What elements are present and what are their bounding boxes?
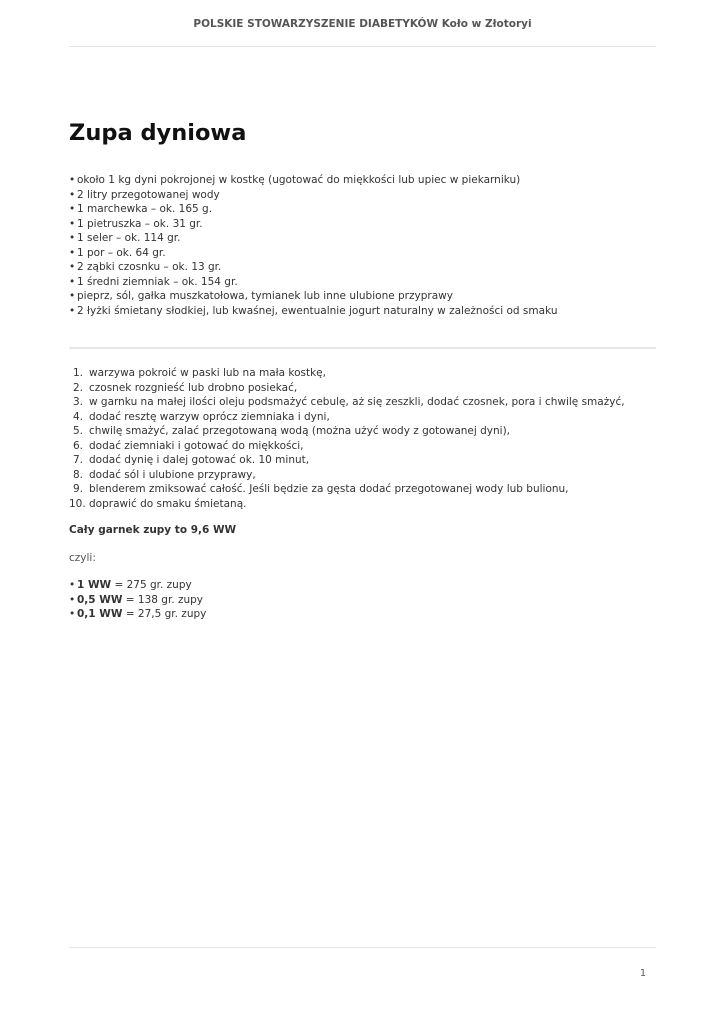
bullet-icon: • xyxy=(69,246,76,259)
bullet-icon: • xyxy=(69,203,76,215)
ingredient-text: 1 por – ok. 64 gr. xyxy=(77,246,166,259)
step-number: 10. xyxy=(69,497,86,510)
ww-item xyxy=(69,578,206,593)
step-item xyxy=(69,366,625,381)
step-text: dodać ziemniaki i gotować do miękkości, xyxy=(89,439,304,452)
step-item xyxy=(69,468,625,483)
step-text: dodać dynię i dalej gotować ok. 10 minut, xyxy=(89,454,310,466)
ingredient-item xyxy=(69,275,557,290)
bullet-icon: • xyxy=(69,579,76,591)
bullet-icon: • xyxy=(69,232,76,244)
ingredients-list xyxy=(69,173,557,318)
step-number: 6. xyxy=(72,439,83,452)
ingredient-item xyxy=(69,231,557,246)
bullet-icon: • xyxy=(69,275,76,288)
bullet-icon: • xyxy=(69,304,76,317)
ingredient-item xyxy=(69,202,557,217)
step-text: w garnku na małej ilości oleju podsmażyć cebulę, aż się zeszkli, dodać czosnek, pora i chwilę smażyć, xyxy=(89,396,625,408)
step-item xyxy=(69,395,625,410)
bullet-icon: • xyxy=(69,174,76,186)
czyli-label: czyli: xyxy=(69,552,96,564)
ingredient-item xyxy=(69,304,557,319)
step-item xyxy=(69,482,625,497)
step-item xyxy=(69,424,625,439)
ingredient-text: 1 średni ziemniak – ok. 154 gr. xyxy=(77,275,238,288)
recipe-title: Zupa dyniowa xyxy=(69,120,247,146)
step-number: 1. xyxy=(72,367,83,379)
bullet-icon: • xyxy=(69,188,76,201)
step-text: doprawić do smaku śmietaną. xyxy=(89,497,247,510)
ww-item xyxy=(69,607,206,622)
footer-divider xyxy=(69,947,656,948)
ingredient-item xyxy=(69,289,557,304)
bullet-icon: • xyxy=(69,217,76,230)
ingredient-text: pieprz, sól, gałka muszkatołowa, tymianek lub inne ulubione przyprawy xyxy=(77,290,453,302)
header-divider xyxy=(69,46,656,47)
step-item xyxy=(69,453,625,468)
ingredient-text: 2 ząbki czosnku – ok. 13 gr. xyxy=(77,261,222,273)
ingredient-text: 2 litry przegotowanej wody xyxy=(77,188,220,201)
ingredient-text: około 1 kg dyni pokrojonej w kostkę (ugotować do miękkości lub upiec w piekarniku) xyxy=(77,174,521,186)
step-number: 9. xyxy=(72,483,83,495)
step-item xyxy=(69,497,625,512)
ingredient-item xyxy=(69,173,557,188)
step-text: dodać resztę warzyw oprócz ziemniaka i dyni, xyxy=(89,410,330,423)
step-text: blenderem zmiksować całość. Jeśli będzie za gęsta dodać przegotowanej wody lub bulionu, xyxy=(89,483,569,495)
step-number: 8. xyxy=(72,468,83,481)
ingredient-item xyxy=(69,246,557,261)
step-text: czosnek rozgnieść lub drobno posiekać, xyxy=(89,381,298,394)
ww-value: = 138 gr. zupy xyxy=(122,593,204,606)
step-item xyxy=(69,410,625,425)
step-number: 4. xyxy=(72,410,83,423)
page-number: 1 xyxy=(639,968,646,979)
step-item xyxy=(69,439,625,454)
ingredient-item xyxy=(69,260,557,275)
ww-list xyxy=(69,578,206,622)
summary-text: Cały garnek zupy to 9,6 WW xyxy=(69,524,237,536)
step-number: 5. xyxy=(72,425,83,437)
step-text: chwilę smażyć, zalać przegotowaną wodą (można użyć wody z gotowanej dyni), xyxy=(89,425,511,437)
step-number: 7. xyxy=(72,454,83,466)
ingredient-text: 1 pietruszka – ok. 31 gr. xyxy=(77,217,203,230)
bullet-icon: • xyxy=(69,608,76,620)
step-number: 2. xyxy=(72,381,83,394)
ww-value: = 275 gr. zupy xyxy=(111,579,192,591)
ww-amount: 0,1 WW xyxy=(77,608,123,620)
bullet-icon: • xyxy=(69,593,76,606)
step-item xyxy=(69,381,625,396)
step-number: 3. xyxy=(72,396,83,408)
ingredient-item xyxy=(69,188,557,203)
ww-amount: 0,5 WW xyxy=(77,593,123,606)
ww-amount: 1 WW xyxy=(77,579,112,591)
step-text: warzywa pokroić w paski lub na mała kostkę, xyxy=(89,367,326,379)
ingredient-text: 1 seler – ok. 114 gr. xyxy=(77,232,181,244)
steps-list xyxy=(69,366,625,511)
ingredient-text: 1 marchewka – ok. 165 g. xyxy=(77,203,213,215)
step-text: dodać sól i ulubione przyprawy, xyxy=(89,468,256,481)
ww-item xyxy=(69,593,206,608)
bullet-icon: • xyxy=(69,261,76,273)
page-header: POLSKIE STOWARZYSZENIE DIABETYKÓW Koło w Złotoryi xyxy=(193,18,532,30)
ingredient-item xyxy=(69,217,557,232)
bullet-icon: • xyxy=(69,290,76,302)
ww-value: = 27,5 gr. zupy xyxy=(122,608,207,620)
section-divider xyxy=(69,347,656,349)
ingredient-text: 2 łyżki śmietany słodkiej, lub kwaśnej, ewentualnie jogurt naturalny w zależności od smaku xyxy=(77,304,558,317)
